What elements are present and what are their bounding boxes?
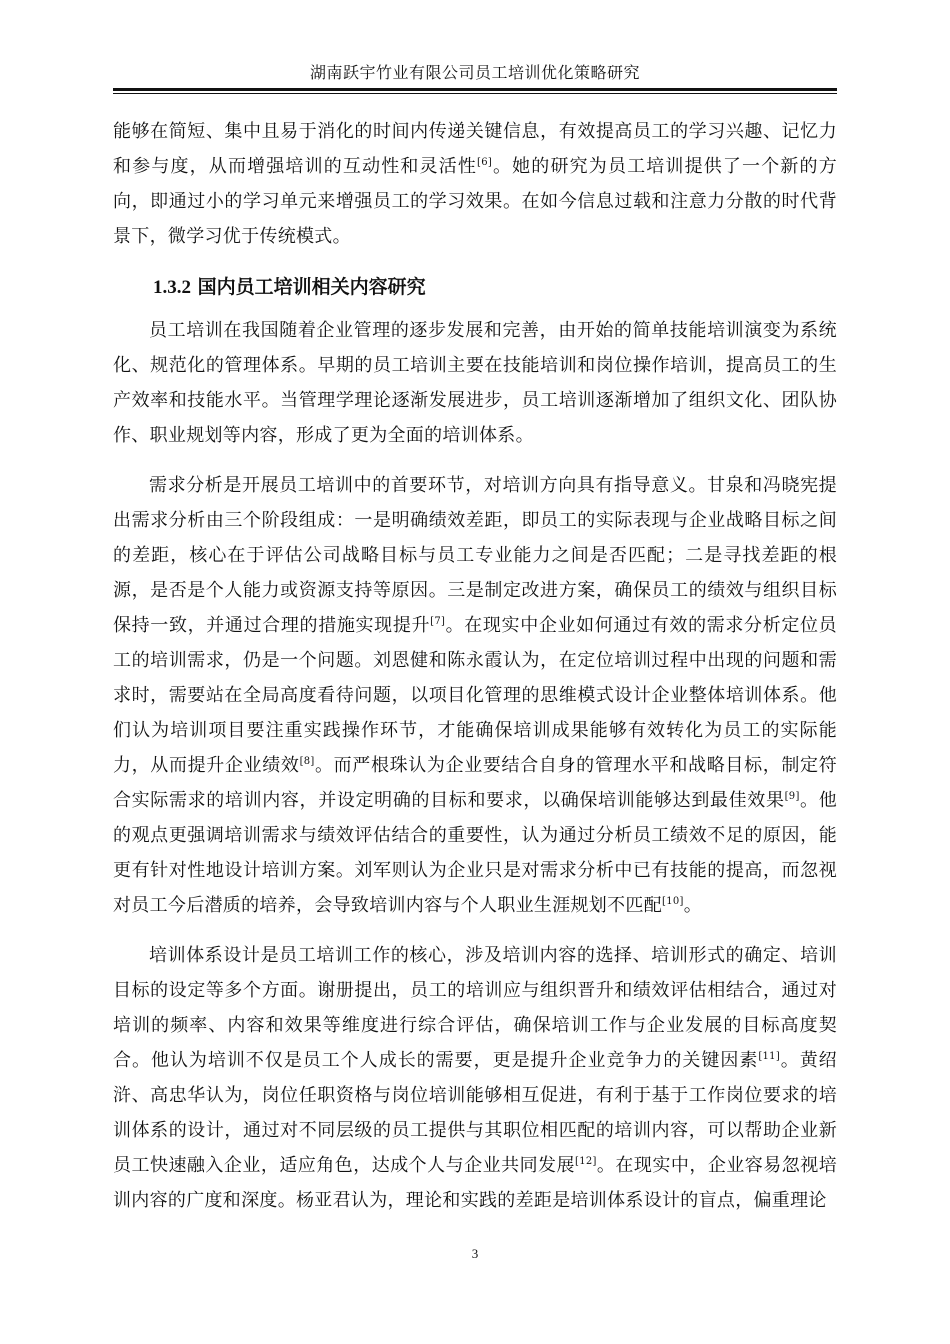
citation-6: [6]	[477, 157, 493, 168]
section-number: 1.3.2	[153, 277, 191, 298]
paragraph-text: 。在现实中，企业容易忽视培训内容的广度和深度。杨亚君认为，理论和实践的差距是培训体系设计的盲点，偏重理论	[113, 1155, 837, 1211]
paragraph-text: 培训体系设计是员工培训工作的核心，涉及培训内容的选择、培训形式的确定、培训目标的设定等多个方面。谢册提出，员工的培训应与组织晋升和绩效评估相结合，通过对培训的频率、内容和效果等维度进行综合评估，确保培训工作与企业发展的目标高度契合。他认为培训不仅是员工个人成长的需要，更是提升企业竞争力的关键因素	[113, 945, 837, 1071]
paragraph-text: 。	[683, 895, 703, 916]
citation-12: [12]	[575, 1156, 597, 1167]
paragraph-text: 。在现实中企业如何通过有效的需求分析定位员工的培训需求，仍是一个问题。刘恩健和陈永霞认为，在定位培训过程中出现的问题和需求时，需要站在全局高度看待问题，以项目化管理的思维模式设计企业整体培训体系。他们认为培训项目要注重实践操作环节，才能确保培训成果能够有效转化为员工的实际能力，从而提升企业绩效	[113, 615, 837, 776]
page-number: 3	[471, 1246, 479, 1261]
citation-9: [9]	[784, 791, 800, 802]
citation-10: [10]	[662, 896, 684, 907]
citation-7: [7]	[430, 616, 446, 627]
paragraph-system-design	[113, 938, 837, 1218]
paragraph-text: 。而严根珠认为企业要结合自身的管理水平和战略目标，制定符合实际需求的培训内容，并设定明确的目标和要求，以确保培训能够达到最佳效果	[113, 755, 837, 811]
paragraph-text: 能够在简短、集中且易于消化的时间内传递关键信息，有效提高员工的学习兴趣、记忆力和参与度，从而增强培训的互动性和灵活性	[113, 121, 837, 177]
paragraph-text: 需求分析是开展员工培训中的首要环节，对培训方向具有指导意义。甘泉和冯晓宪提出需求分析由三个阶段组成：一是明确绩效差距，即员工的实际表现与企业战略目标之间的差距，核心在于评估公司战略目标与员工专业能力之间是否匹配；二是寻找差距的根源，是否是个人能力或资源支持等原因。三是制定改进方案，确保员工的绩效与组织目标保持一致，并通过合理的措施实现提升	[113, 475, 837, 636]
citation-8: [8]	[299, 756, 315, 767]
paragraph-microlearning-continued	[113, 114, 837, 254]
paragraph-text: 。她的研究为员工培训提供了一个新的方向，即通过小的学习单元来增强员工的学习效果。在如今信息过载和注意力分散的时代背景下，微学习优于传统模式。	[113, 156, 837, 247]
page-body	[113, 114, 837, 1218]
paragraph-needs-analysis	[113, 468, 837, 923]
running-header: 湖南跃宇竹业有限公司员工培训优化策略研究	[309, 63, 640, 82]
section-title: 国内员工培训相关内容研究	[197, 276, 426, 298]
citation-11: [11]	[758, 1051, 781, 1062]
paragraph-text: 。他的观点更强调培训需求与绩效评估结合的重要性，认为通过分析员工绩效不足的原因，能更有针对性地设计培训方案。刘军则认为企业只是对需求分析中已有技能的提高，而忽视对员工今后潜质的培养，会导致培训内容与个人职业生涯规划不匹配	[113, 790, 837, 916]
header-rule-thick	[113, 88, 837, 91]
section-heading	[153, 272, 837, 303]
header-rule-thin	[113, 93, 837, 94]
paragraph-training-overview: 员工培训在我国随着企业管理的逐步发展和完善，由开始的简单技能培训演变为系统化、规范化的管理体系。早期的员工培训主要在技能培训和岗位操作培训，提高员工的生产效率和技能水平。当管理学理论逐渐发展进步，员工培训逐渐增加了组织文化、团队协作、职业规划等内容，形成了更为全面的培训体系。	[113, 320, 837, 446]
paragraph-text: 。黄绍浒、高忠华认为，岗位任职资格与岗位培训能够相互促进，有利于基于工作岗位要求的培训体系的设计，通过对不同层级的员工提供与其职位相匹配的培训内容，可以帮助企业新员工快速融入企业，适应角色，达成个人与企业共同发展	[113, 1050, 837, 1176]
